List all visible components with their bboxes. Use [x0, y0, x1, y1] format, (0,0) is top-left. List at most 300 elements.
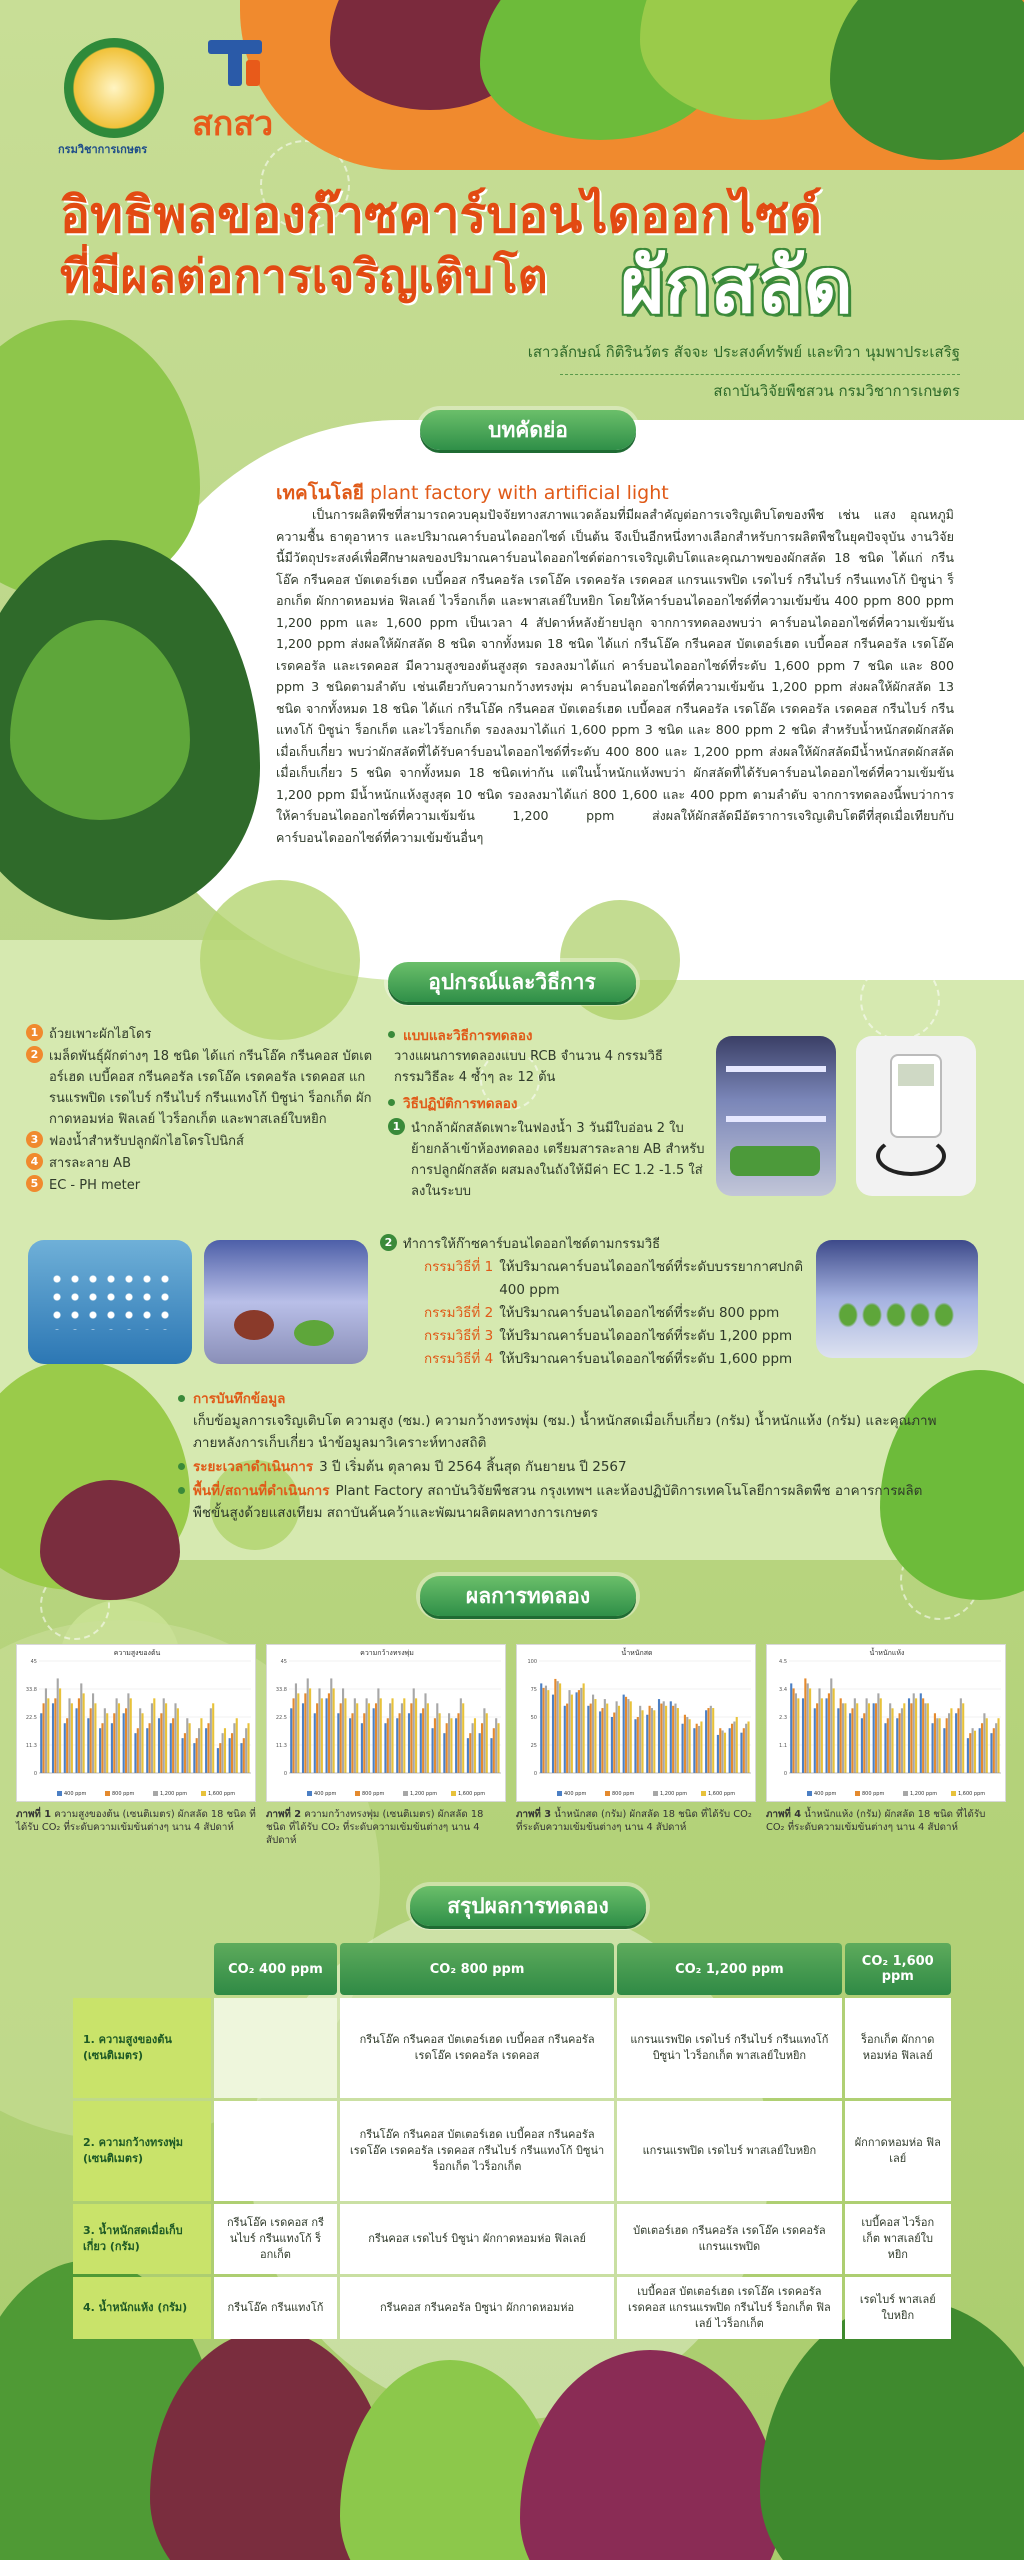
bar	[240, 1743, 242, 1773]
caption-1: ภาพที่ 1 ความสูงของต้น (เซนติเมตร) ผักสลัด 18 ชนิด ที่ได้รับ CO₂ ที่ระดับความเข้มข้นต่างๆ นาน 4 สัปดาห์	[16, 1809, 256, 1833]
bar	[43, 1703, 45, 1773]
chart-title: น้ำหนักสด	[621, 1649, 653, 1657]
bar	[583, 1683, 585, 1773]
bar	[884, 1723, 886, 1773]
bar	[439, 1713, 441, 1773]
bar	[649, 1706, 651, 1773]
bar	[670, 1701, 672, 1773]
design-block: แบบและวิธีการทดลอง วางแผนการทดลองแบบ RCB จำนวน 4 กรรมวิธี กรรมวิธีละ 4 ซ้ำๆ ละ 12 ต้น วิธีปฏิบัติการทดลอง 1 นำกล้าผักสลัดเพาะในฟองน้ำ 3 วันมีใบอ่อน 2 ใบ ย้ายกล้าเข้าห้องทดลอง เตรียมสารละลาย AB สำหรับการปลูกผักสลัด ผสมลงในถังให้มีค่า EC 1.2 -1.5 ใส่ลงในระบบ	[388, 1024, 708, 1203]
bar	[189, 1723, 191, 1773]
bar	[302, 1703, 304, 1773]
legend-swatch	[57, 1791, 62, 1796]
bar	[236, 1718, 238, 1773]
bar	[151, 1703, 153, 1773]
legend-label: 1,600 ppm	[458, 1791, 486, 1797]
bar	[205, 1728, 207, 1773]
bar	[76, 1708, 78, 1773]
bar	[316, 1703, 318, 1773]
bar	[590, 1704, 592, 1773]
bar	[158, 1718, 160, 1773]
bar	[745, 1724, 747, 1773]
bar	[455, 1718, 457, 1773]
equipment-text: EC - PH meter	[49, 1178, 141, 1193]
bar	[160, 1713, 162, 1773]
bar	[141, 1713, 143, 1773]
table-cell: กรีนคอส เรดไบร์ บิซูน่า ผักกาดหอมห่อ ฟิลเลย์	[340, 2204, 614, 2274]
item-number: 1	[26, 1024, 43, 1041]
bar	[373, 1708, 375, 1773]
bar	[866, 1698, 868, 1773]
legend-swatch	[451, 1791, 456, 1796]
legend-label: 1,200 ppm	[160, 1791, 188, 1797]
legend-swatch	[605, 1791, 610, 1796]
bar	[384, 1723, 386, 1773]
title-big: ผักสลัด	[620, 241, 853, 330]
bar	[618, 1706, 620, 1773]
bar	[368, 1703, 370, 1773]
bar	[450, 1718, 452, 1773]
summary-table	[70, 1940, 954, 2342]
bar	[837, 1708, 839, 1773]
bar	[497, 1723, 499, 1773]
equipment-text: ถ้วยเพาะผักไฮโดร	[49, 1027, 152, 1042]
legend-label: 400 ppm	[64, 1791, 87, 1797]
table-cell: กรีนคอส กรีนคอรัล บิซูน่า ผักกาดหอมห่อ	[340, 2277, 614, 2339]
y-tick-label: 100	[527, 1659, 537, 1665]
y-tick-label: 4.5	[779, 1659, 787, 1665]
table-cell	[214, 1998, 337, 2098]
y-tick-label: 25	[530, 1743, 537, 1749]
bar	[682, 1724, 684, 1773]
equipment-item	[26, 1153, 376, 1174]
row-label: 2. ความกว้างทรงพุ่ม (เซนติเมตร)	[73, 2101, 211, 2201]
table-cell: เบบี้คอส บัตเตอร์เฮด เรดโอ๊ค เรดคอรัล เรดคอส แกรนแรพปิด กรีนไบร์ ร็อกเก็ต ฟิลเลย์ ไวร็อกเก็ต	[617, 2277, 841, 2339]
bar	[207, 1723, 209, 1773]
bar	[818, 1688, 820, 1773]
bar	[974, 1731, 976, 1773]
bar	[797, 1698, 799, 1773]
legend-label: 800 ppm	[362, 1791, 385, 1797]
bar	[946, 1718, 948, 1773]
bar	[328, 1693, 330, 1773]
bar	[326, 1698, 328, 1773]
chart-4	[766, 1644, 1006, 1802]
y-tick-label: 22.5	[275, 1715, 287, 1721]
bar	[363, 1713, 365, 1773]
bar	[809, 1688, 811, 1773]
legend-label: 400 ppm	[564, 1791, 587, 1797]
bar	[172, 1718, 174, 1773]
bar	[243, 1738, 245, 1773]
bar	[955, 1713, 957, 1773]
legend-label: 800 ppm	[862, 1791, 885, 1797]
legend-swatch	[355, 1791, 360, 1796]
legend-swatch	[153, 1791, 158, 1796]
treatment-1: กรรมวิธีที่ 1 ให้ปริมาณคาร์บอนไดออกไซด์ที่ระดับบรรยากาศปกติ 400 ppm	[424, 1259, 804, 1298]
col-1600: CO₂ 1,600 ppm	[845, 1943, 951, 1995]
bar	[422, 1708, 424, 1773]
bar	[137, 1728, 139, 1773]
bar	[354, 1698, 356, 1773]
bar	[333, 1688, 335, 1773]
y-tick-label: 11.3	[25, 1743, 37, 1749]
table-cell: แกรนแรพปิด เรดไบร์ กรีนไบร์ กรีนแทงโก้ บิซูน่า ไวร็อกเก็ต พาสเลย์ใบหยิก	[617, 1998, 841, 2098]
bar	[627, 1699, 629, 1773]
bar	[915, 1698, 917, 1773]
bar	[828, 1693, 830, 1773]
bar	[856, 1703, 858, 1773]
table-row	[73, 1998, 951, 2098]
bar	[880, 1698, 882, 1773]
bar	[57, 1678, 59, 1773]
legend-swatch	[557, 1791, 562, 1796]
table-cell: บัตเตอร์เฮด กรีนคอรัล เรดโอ๊ค เรดคอรัล แกรนแรพปิด	[617, 2204, 841, 2274]
bar	[337, 1713, 339, 1773]
bar	[149, 1723, 151, 1773]
chart-1	[16, 1644, 256, 1802]
item-number: 3	[26, 1131, 43, 1148]
bar	[712, 1708, 714, 1773]
legend-swatch	[903, 1791, 908, 1796]
bar	[814, 1708, 816, 1773]
bar	[887, 1718, 889, 1773]
bar	[87, 1718, 89, 1773]
bar	[665, 1706, 667, 1773]
bar	[863, 1713, 865, 1773]
bar	[490, 1738, 492, 1773]
bar	[724, 1733, 726, 1773]
bar	[127, 1693, 129, 1773]
y-tick-label: 11.3	[275, 1743, 287, 1749]
bar	[153, 1698, 155, 1773]
bar	[80, 1683, 82, 1773]
bar	[472, 1723, 474, 1773]
bar	[587, 1706, 589, 1773]
step1-text: นำกล้าผักสลัดเพาะในฟองน้ำ 3 วันมีใบอ่อน 2 ใบ ย้ายกล้าเข้าห้องทดลอง เตรียมสารละลาย AB สำหรับการปลูกผักสลัด ผสมลงในถังให้มีค่า EC 1.2 -1.5 ใส่ลงในระบบ	[411, 1121, 705, 1199]
bar	[986, 1718, 988, 1773]
bar	[793, 1688, 795, 1773]
equipment-list	[26, 1024, 376, 1197]
equipment-item	[26, 1024, 376, 1045]
bar	[457, 1713, 459, 1773]
bar	[957, 1708, 959, 1773]
table-cell: แกรนแรพปิด เรดไบร์ พาสเลย์ใบหยิก	[617, 2101, 841, 2201]
bar	[663, 1701, 665, 1773]
bar	[474, 1718, 476, 1773]
bar	[740, 1733, 742, 1773]
bar	[932, 1723, 934, 1773]
item-number: 2	[26, 1046, 43, 1063]
table-cell: ผักกาดหอมห่อ ฟิลเลย์	[845, 2101, 951, 2201]
bar	[913, 1693, 915, 1773]
bar	[698, 1726, 700, 1773]
bar	[717, 1735, 719, 1773]
bar	[351, 1713, 353, 1773]
bar	[469, 1733, 471, 1773]
bar	[948, 1713, 950, 1773]
chart-2	[266, 1644, 506, 1802]
bar	[106, 1713, 108, 1773]
col-400: CO₂ 400 ppm	[214, 1943, 337, 1995]
caption-3: ภาพที่ 3 น้ำหนักสด (กรัม) ผักสลัด 18 ชนิด ที่ได้รับ CO₂ ที่ระดับความเข้มข้นต่างๆ นาน 4 สัปดาห์	[516, 1809, 752, 1833]
bar	[821, 1698, 823, 1773]
bar	[707, 1708, 709, 1773]
bar	[309, 1688, 311, 1773]
bar	[868, 1703, 870, 1773]
bar	[693, 1728, 695, 1773]
bar	[700, 1721, 702, 1773]
table-cell	[214, 2101, 337, 2201]
step2-text: ทำการให้ก๊าซคาร์บอนไดออกไซด์ตามกรรมวิธี	[403, 1237, 661, 1252]
bar	[290, 1708, 292, 1773]
dept-logo-caption: กรมวิชาการเกษตร	[58, 143, 148, 156]
bar	[696, 1724, 698, 1773]
bar	[927, 1703, 929, 1773]
chart-3-svg	[517, 1645, 757, 1803]
bar	[851, 1708, 853, 1773]
caption-2: ภาพที่ 2 ความกว้างทรงพุ่ม (เซนติเมตร) ผักสลัด 18 ชนิด ที่ได้รับ CO₂ ที่ระดับความเข้มข้นต่างๆ นาน 4 สัปดาห์	[266, 1809, 484, 1846]
bar	[658, 1699, 660, 1773]
y-tick-label: 33.8	[25, 1687, 37, 1693]
bar	[903, 1703, 905, 1773]
equipment-text: เมล็ดพันธุ์ผักต่างๆ 18 ชนิด ได้แก่ กรีนโอ๊ค กรีนคอส บัตเตอร์เฮด เบบี้คอส กรีนคอรัล เรดโอ๊ค เรดคอรัล เรดคอส แกรนแรพปิด เรดไบร์ กรีนไบร์ กรีนแทงโก้ บิซูน่า ร็อกเก็ต ผักกาดหอมห่อ ฟิลเลย์ ไวร็อกเก็ต และพาสเลย์ใบหยิก	[49, 1049, 373, 1127]
bar	[318, 1688, 320, 1773]
bar	[78, 1698, 80, 1773]
dept-logo	[64, 38, 164, 138]
period-title: ระยะเวลาดำเนินการ	[193, 1459, 314, 1475]
bar	[344, 1698, 346, 1773]
bar	[877, 1693, 879, 1773]
bar	[967, 1738, 969, 1773]
bar	[408, 1713, 410, 1773]
y-tick-label: 2.3	[779, 1715, 787, 1721]
bar	[606, 1704, 608, 1773]
bar	[639, 1706, 641, 1773]
bar	[90, 1708, 92, 1773]
caption-4: ภาพที่ 4 น้ำหนักแห้ง (กรัม) ผักสลัด 18 ชนิด ที่ได้รับ CO₂ ที่ระดับความเข้มข้นต่างๆ นาน 4 สัปดาห์	[766, 1809, 986, 1833]
y-tick-label: 45	[280, 1659, 287, 1665]
abstract-subtitle-th: เทคโนโลยี	[276, 482, 364, 504]
bar	[873, 1703, 875, 1773]
bar	[212, 1703, 214, 1773]
bar	[396, 1718, 398, 1773]
bar	[861, 1718, 863, 1773]
bar	[45, 1688, 47, 1773]
bar	[552, 1695, 554, 1773]
bar	[304, 1693, 306, 1773]
record-title: การบันทึกข้อมูล	[193, 1391, 286, 1407]
y-tick-label: 50	[530, 1715, 537, 1721]
table-row	[73, 2101, 951, 2201]
bar	[960, 1698, 962, 1773]
bar	[790, 1683, 792, 1773]
summary-header-row	[73, 1943, 951, 1995]
y-tick-label: 1.1	[779, 1743, 787, 1749]
bar	[854, 1698, 856, 1773]
bar	[736, 1717, 738, 1773]
bar	[217, 1748, 219, 1773]
bar	[891, 1708, 893, 1773]
bar	[52, 1703, 54, 1773]
chart-3	[516, 1644, 756, 1802]
bar	[130, 1698, 132, 1773]
seedling-tray-photo	[28, 1240, 192, 1364]
chart-1-svg	[17, 1645, 257, 1803]
bar	[833, 1688, 835, 1773]
legend-swatch	[307, 1791, 312, 1796]
bar	[224, 1728, 226, 1773]
legend-label: 1,600 ppm	[208, 1791, 236, 1797]
bar	[123, 1713, 125, 1773]
design-text: วางแผนการทดลองแบบ RCB จำนวน 4 กรรมวิธี กรรมวิธีละ 4 ซ้ำๆ ละ 12 ต้น	[394, 1049, 663, 1085]
bar	[125, 1708, 127, 1773]
bar	[601, 1708, 603, 1773]
bar	[795, 1693, 797, 1773]
bar	[182, 1738, 184, 1773]
bar	[922, 1698, 924, 1773]
abstract-heading: บทคัดย่อ	[420, 410, 636, 450]
bar	[849, 1713, 851, 1773]
col-800: CO₂ 800 ppm	[340, 1943, 614, 1995]
bar	[47, 1698, 49, 1773]
bar	[113, 1713, 115, 1773]
treatment-3: กรรมวิธีที่ 3 ให้ปริมาณคาร์บอนไดออกไซด์ที่ระดับ 1,200 ppm	[424, 1328, 793, 1344]
row-label: 1. ความสูงของต้น (เซนติเมตร)	[73, 1998, 211, 2098]
bar	[200, 1718, 202, 1773]
bar	[415, 1698, 417, 1773]
bar	[231, 1733, 233, 1773]
bar	[616, 1701, 618, 1773]
bar	[646, 1715, 648, 1773]
bar	[366, 1698, 368, 1773]
legend-label: 1,200 ppm	[660, 1791, 688, 1797]
bar	[993, 1728, 995, 1773]
equipment-item	[26, 1046, 376, 1130]
bar	[920, 1693, 922, 1773]
bar	[686, 1717, 688, 1773]
bar	[481, 1723, 483, 1773]
bar	[990, 1733, 992, 1773]
chart-title: ความกว้างทรงพุ่ม	[360, 1649, 414, 1657]
bar	[592, 1695, 594, 1773]
legend-swatch	[701, 1791, 706, 1796]
bar	[342, 1688, 344, 1773]
lettuce-room-photo	[816, 1240, 978, 1358]
bar	[979, 1728, 981, 1773]
bar	[94, 1703, 96, 1773]
bar	[969, 1733, 971, 1773]
bar	[901, 1708, 903, 1773]
bar	[547, 1690, 549, 1773]
bar	[807, 1683, 809, 1773]
bar	[380, 1698, 382, 1773]
bar	[684, 1715, 686, 1773]
bar	[314, 1713, 316, 1773]
bar	[559, 1683, 561, 1773]
bar	[995, 1723, 997, 1773]
table-row	[73, 2277, 951, 2339]
bar	[844, 1703, 846, 1773]
bar	[943, 1728, 945, 1773]
bar	[981, 1723, 983, 1773]
legend-swatch	[951, 1791, 956, 1796]
abstract-subtitle-en: plant factory with artificial light	[369, 482, 669, 504]
bar	[295, 1683, 297, 1773]
bar	[580, 1688, 582, 1773]
bar	[936, 1718, 938, 1773]
bar	[307, 1678, 309, 1773]
bar	[356, 1703, 358, 1773]
bar	[826, 1698, 828, 1773]
bar	[186, 1718, 188, 1773]
bar	[623, 1695, 625, 1773]
bar	[689, 1719, 691, 1773]
bar	[660, 1704, 662, 1773]
chart-title: น้ำหนักแห้ง	[869, 1649, 905, 1657]
legend-swatch	[807, 1791, 812, 1796]
bar	[840, 1698, 842, 1773]
bar	[118, 1703, 120, 1773]
period-text: 3 ปี เริ่มต้น ตุลาคม ปี 2564 สิ้นสุด กันยายน ปี 2567	[319, 1459, 627, 1475]
bar	[391, 1698, 393, 1773]
bar	[641, 1710, 643, 1773]
summary-heading: สรุปผลการทดลอง	[410, 1886, 646, 1926]
bar	[710, 1706, 712, 1773]
bar	[630, 1701, 632, 1773]
bar	[731, 1724, 733, 1773]
legend-swatch	[653, 1791, 658, 1796]
legend-label: 800 ppm	[112, 1791, 135, 1797]
bar	[564, 1706, 566, 1773]
bar	[436, 1703, 438, 1773]
bar	[443, 1733, 445, 1773]
bar	[401, 1703, 403, 1773]
bar	[637, 1717, 639, 1773]
bar	[842, 1703, 844, 1773]
equipment-text: สารละลาย AB	[49, 1156, 131, 1171]
hydroponic-photo	[204, 1240, 368, 1364]
legend-swatch	[403, 1791, 408, 1796]
bar	[594, 1699, 596, 1773]
bar	[410, 1703, 412, 1773]
bar	[146, 1728, 148, 1773]
bar	[424, 1693, 426, 1773]
bar	[997, 1718, 999, 1773]
bar	[83, 1693, 85, 1773]
treatment-4: กรรมวิธีที่ 4 ให้ปริมาณคาร์บอนไดออกไซด์ที่ระดับ 1,600 ppm	[424, 1351, 793, 1367]
bar	[403, 1698, 405, 1773]
bar	[92, 1693, 94, 1773]
bar	[446, 1723, 448, 1773]
bar	[399, 1713, 401, 1773]
bar	[349, 1718, 351, 1773]
chart-4-svg	[767, 1645, 1007, 1803]
bar	[908, 1698, 910, 1773]
bar	[611, 1717, 613, 1773]
bar	[134, 1733, 136, 1773]
place-title: พื้นที่/สถานที่ดำเนินการ	[193, 1483, 330, 1499]
bar	[729, 1728, 731, 1773]
bar	[486, 1713, 488, 1773]
title-line2: ที่มีผลต่อการเจริญเติบโต	[60, 249, 548, 303]
item-number: 5	[26, 1175, 43, 1192]
treatment-block: 2 ทำการให้ก๊าซคาร์บอนไดออกไซด์ตามกรรมวิธี กรรมวิธีที่ 1 ให้ปริมาณคาร์บอนไดออกไซด์ที่ระดับบรรยากาศปกติ 400 ppm กรรมวิธีที่ 2 ให้ปริมาณคาร์บอนไดออกไซด์ที่ระดับ 800 ppm กรรมวิธีที่ 3 ให้ปริมาณคาร์บอนไดออกไซด์ที่ระดับ 1,200 ppm กรรมวิธีที่ 4 ให้ปริมาณคาร์บอนไดออกไซด์ที่ระดับ 1,600 ppm	[380, 1234, 820, 1371]
bar	[816, 1703, 818, 1773]
bar	[651, 1708, 653, 1773]
bar	[924, 1703, 926, 1773]
bar	[71, 1703, 73, 1773]
table-cell: กรีนโอ๊ค กรีนคอส บัตเตอร์เฮด เบบี้คอส กรีนคอรัล เรดโอ๊ค เรดคอรัล เรดคอส	[340, 1998, 614, 2098]
